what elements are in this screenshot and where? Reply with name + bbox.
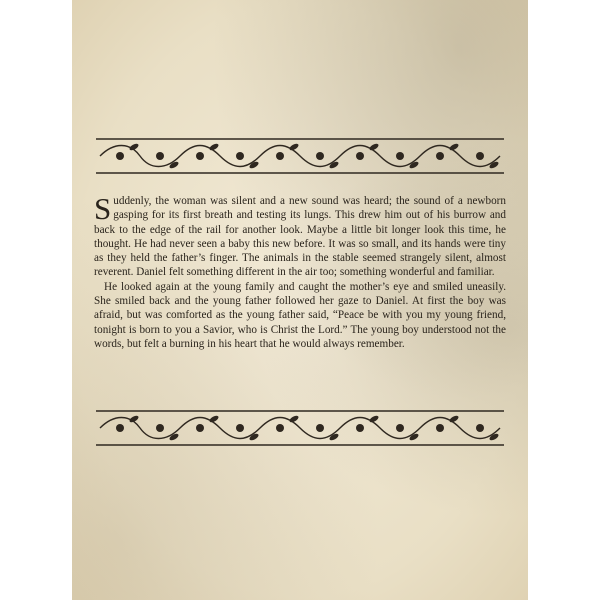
drop-cap: S xyxy=(94,191,112,226)
paragraph-1-body: uddenly, the woman was silent and a new sound was heard; the sound of a newborn gasping for its first breath and testing its lungs. This drew him out of his burrow and back to the edge of the rail for another look. Maybe a little bit longer look this time, he thought. He had never seen a baby this new before. It was so small, and its hands were tiny as they held the father’s finger. The animals in the stable seemed strangely silent, almost reverent. Daniel felt something different in the air too; something wonderful and familiar. xyxy=(94,195,506,279)
story-paragraph-2: He looked again at the young family and caught the mother’s eye and smiled uneasily. She smiled back and the young father followed her gaze to Daniel. At first the boy was afraid, but was comforted as the young father said, “Peace be with you my young friend, tonight is born to you a Savior, who is Christ the Lord.” The young boy understood not the words, but felt a burning in his heart that he would always remember. xyxy=(94,280,506,350)
story-paragraph-1 xyxy=(94,191,506,280)
floral-vine-border-bottom-icon xyxy=(94,408,506,448)
floral-vine-border-top-icon xyxy=(94,136,506,176)
story-text xyxy=(94,191,506,351)
parchment-page xyxy=(72,0,528,600)
